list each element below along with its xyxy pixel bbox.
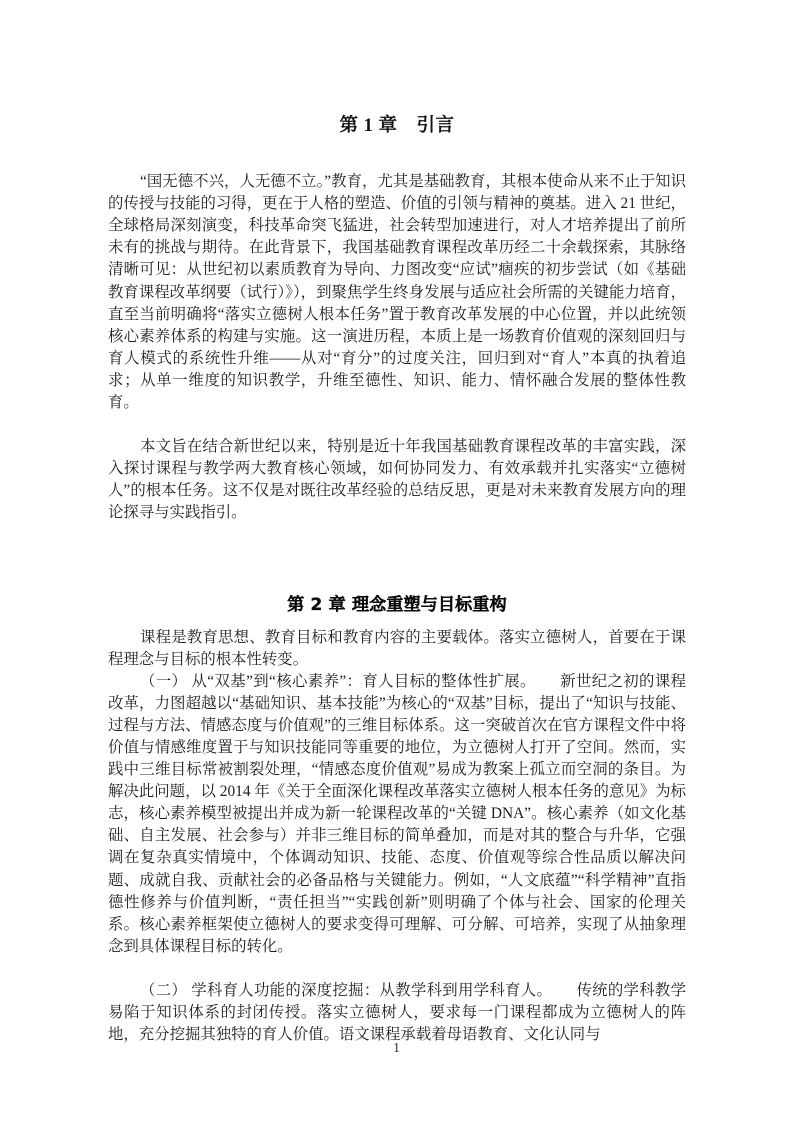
section-1-body: 新世纪之初的课程改革，力图超越以“基础知识、基本技能”为核心的“双基”目标，提出了“知识与技能、过程与方法、情感态度与价值观”的三维目标体系。这一突破首次在官方课程文件中将价值与情感维度置于与知识技能同等重要的地位，为立德树人打开了空间。然而，实践中三维目标常被割裂处理，“情感态度价值观”易成为教案上孤立而空洞的条目。为解决此问题，以 2014 年《关于全面深化课程改革落实立德树人根本任务的意见》为标志，核心素养模型被提出并成为新一轮课程改革的“关键 DNA”。核心素养（如文化基础、自主发展、社会参与）并非三维目标的简单叠加，而是对其的整合与升华，它强调在复杂真实情境中，个体调动知识、技能、态度、价值观等综合性品质以解决问题、成就自我、贡献社会的必备品格与关键能力。例如，“人文底蕴”“科学精神”直指德性修养与价值判断，“责任担当”“实践创新”则明确了个体与社会、国家的伦理关系。核心素养框架使立德树人的要求变得可理解、可分解、可培养，实现了从抽象理念到具体课程目标的转化。 — [108, 672, 686, 955]
section-2-body: 传统的学科教学易陷于知识体系的封闭传授。落实立德树人，要求每一门课程都成为立德树人的阵地，充分挖掘其独特的育人价值。语文课程承载着母语教育、文化认同与 — [108, 981, 686, 1044]
spacer-before-chapter-2 — [108, 524, 686, 594]
chapter-1-title: 第 1 章 引言 — [339, 116, 455, 136]
page-number: 1 — [393, 1040, 400, 1055]
spacer-between-sections — [108, 958, 686, 980]
spacer-after-chapter-2-title — [108, 617, 686, 627]
spacer-after-chapter-1-title — [108, 138, 686, 171]
spacer-paragraph — [108, 414, 686, 436]
section-2-heading: （二） 学科育人功能的深度挖掘：从教学科到用学科育人。 — [140, 981, 553, 999]
page-content — [108, 0, 686, 1046]
chapter-1-paragraph-2: 本文旨在结合新世纪以来，特别是近十年我国基础教育课程改革的丰富实践，深入探讨课程与教学两大教育核心领域，如何协同发力、有效承载并扎实落实“立德树人”的根本任务。这不仅是对既往改革经验的总结反思，更是对未来教育发展方向的理论探寻与实践指引。 — [108, 438, 686, 522]
chapter-1-paragraph-1: “国无德不兴，人无德不立。”教育，尤其是基础教育，其根本使命从来不止于知识的传授与技能的习得，更在于人格的塑造、价值的引领与精神的奠基。进入 21 世纪，全球格局深刻演变，科技革命突飞猛进，社会转型加速进行，对人才培养提出了前所未有的挑战与期待。在此背景下，我国基础教育课程改革历经二十余载探索，其脉络清晰可见：从世纪初以素质教育为导向、力图改变“应试”痼疾的初步尝试（如《基础教育课程改革纲要（试行）》），到聚焦学生终身发展与适应社会所需的关键能力培育，直至当前明确将“落实立德树人根本任务”置于教育改革发展的中心位置，并以此统领核心素养体系的构建与实施。这一演进历程，本质上是一场教育价值观的深刻回归与育人模式的系统性升维——从对“育分”的过度关注，回归到对“育人”本真的执着追求；从单一维度的知识教学，升维至德性、知识、能力、情怀融合发展的整体性教育。 — [108, 173, 686, 411]
chapter-2-section-1 — [108, 671, 686, 958]
chapter-2-title: 第 2 章 理念重塑与目标重构 — [287, 595, 507, 616]
section-1-heading: （一） 从“双基”到“核心素养”：育人目标的整体性扩展。 — [140, 672, 536, 690]
chapter-2-intro-paragraph: 课程是教育思想、教育目标和教育内容的主要载体。落实立德树人，首要在于课程理念与目标的根本性转变。 — [108, 628, 686, 668]
chapter-2-section-2 — [108, 980, 686, 1046]
